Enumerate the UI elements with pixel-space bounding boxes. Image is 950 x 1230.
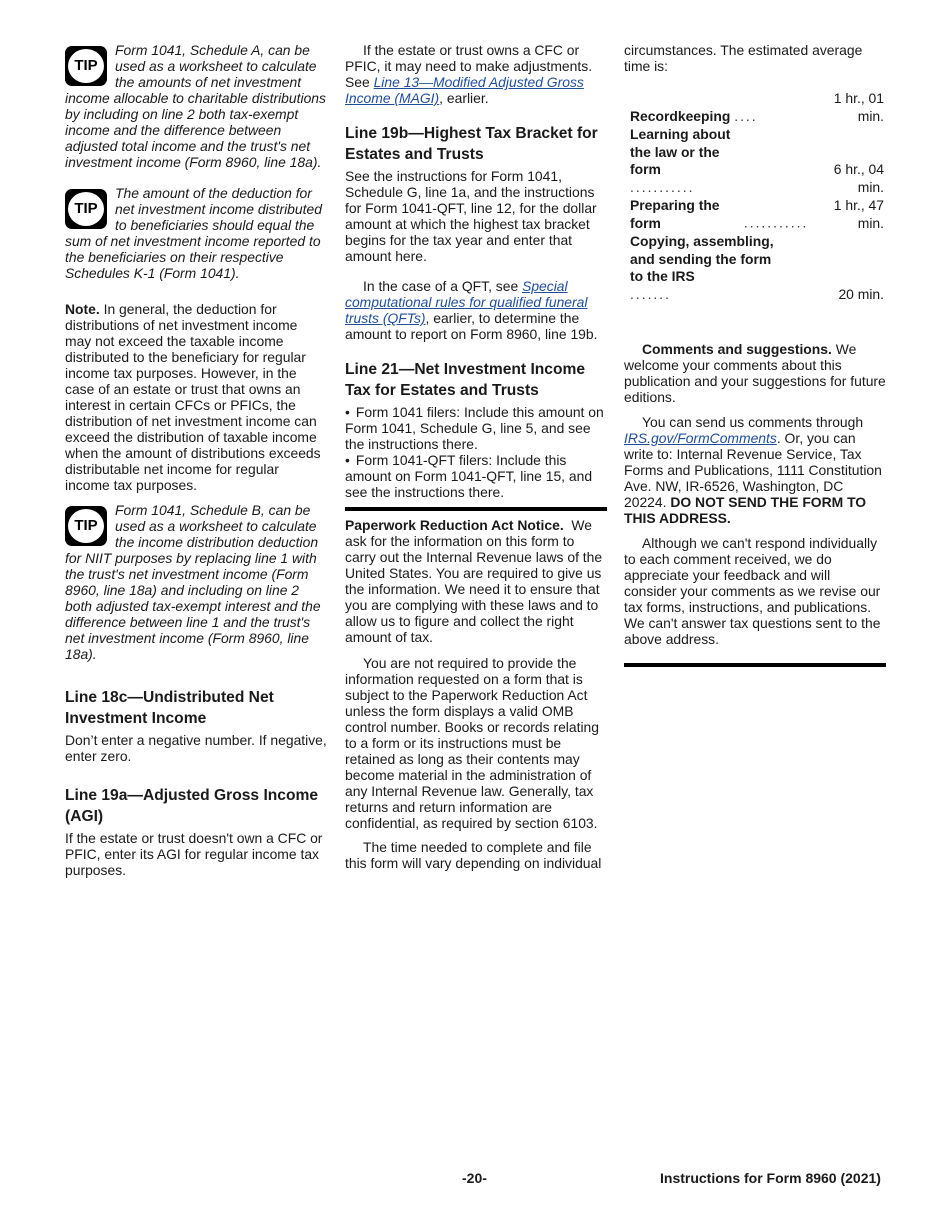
note-label: Note. — [65, 301, 100, 317]
circumstances-paragraph: circumstances. The estimated average time is: — [624, 42, 863, 74]
tip-schedule-b — [65, 502, 327, 662]
tip-schedule-b-text: Form 1041, Schedule B, can be used as a worksheet to calculate the income distribution deduction for NIIT purposes by replacing line 1 with the trust's net investment income (Form 8960, line 18a) and including on line 2 both adjusted tax-exempt interest and the difference between line 1 and the trust's net investment income (Form 8960, line 18a). — [65, 502, 321, 662]
form-comments-link[interactable]: IRS.gov/FormComments — [624, 430, 777, 446]
bullet-form-1041-qft: • Form 1041-QFT filers: Include this amount on Form 1041-QFT, line 15, and see the instructions there. — [345, 452, 607, 500]
time-estimate-table — [630, 90, 884, 303]
do-not-send-warning: DO NOT SEND THE FORM TO THIS ADDRESS. — [624, 494, 867, 526]
qft-paragraph: In the case of a QFT, see Special computational rules for qualified funeral trusts (QFTs), earlier, to determine the amount to report on Form 8960, line 19b. — [345, 278, 598, 342]
not-required-paragraph: You are not required to provide the information requested on a form that is subject to the Paperwork Reduction Act unless the form displays a valid OMB control number. Books or records relating to a form or its instructions must be retained as long as their contents may become material in the administration of any Internal Revenue law. Generally, tax returns and return information are confidential, as required by section 6103. — [345, 655, 600, 831]
qft-rules-link[interactable]: Special computational rules for qualified funeral trusts (QFTs) — [345, 278, 588, 326]
tip-schedule-a-text: Form 1041, Schedule A, can be used as a worksheet to calculate the amounts of net investment income allocable to charitable distributions by including on line 2 both tax-exempt income and the difference between adjusted total income and the trust's net investment income (Form 8960, line 18a). — [65, 42, 326, 170]
line-13-link[interactable]: Line 13—Modified Adjusted Gross Income (MAGI) — [345, 74, 584, 106]
note-paragraph — [65, 301, 327, 493]
tip-icon: TIP — [65, 506, 107, 546]
time-row-preparing: Preparing the form ........... 1 hr., 47 min. — [630, 197, 884, 231]
paragraph-line-18c: Don’t enter a negative number. If negative, enter zero. — [65, 732, 327, 764]
send-comments-paragraph: You can send us comments through IRS.gov/FormComments. Or, you can write to: Internal Revenue Service, Tax Forms and Publications, 1111 Constitution Ave. NW, IR-6526, Washington, DC 20224. DO NOT SEND THE FORM TO THIS ADDRESS. — [624, 414, 882, 526]
page-number: -20- — [462, 1170, 487, 1186]
tip-schedule-a — [65, 42, 327, 170]
paragraph-line-19a: If the estate or trust doesn't own a CFC or PFIC, enter its AGI for regular income tax purposes. — [65, 830, 323, 878]
paragraph-line-19b: See the instructions for Form 1041, Schedule G, line 1a, and the instructions for Form 1041-QFT, line 12, for the dollar amount at which the highest tax bracket begins for the tax year and enter that amount here. — [345, 168, 597, 264]
bullet-form-1041: • Form 1041 filers: Include this amount on Form 1041, Schedule G, line 5, and see the instructions there. — [345, 404, 607, 452]
tip-deduction — [65, 185, 327, 281]
paperwork-label: Paperwork Reduction Act Notice. — [345, 517, 564, 533]
time-row-learning: Learning about the law or the form ........... 6 hr., 04 min. — [630, 126, 884, 195]
column-1 — [65, 42, 327, 878]
tip-icon: TIP — [65, 189, 107, 229]
tip-icon: TIP — [65, 46, 107, 86]
note-text: In general, the deduction for distributions of net investment income may not exceed the taxable income distributed to the beneficiary for regular income tax purposes. However, in the case of an estate or trust that owns an interest in certain CFCs or PFICs, the distribution of net investment income can exceed the distribution of taxable income when the amount of distributions exceeds distributable net income for regular income tax purposes. — [65, 301, 321, 493]
although-paragraph: Although we can't respond individually to each comment received, we do appreciate your feedback and will consider your comments as we revise our tax forms, instructions, and publications. We can't answer tax questions sent to the above address. — [624, 535, 881, 647]
heading-line-18c: Line 18c—Undistributed Net Investment Income — [65, 689, 274, 727]
tip-deduction-text: The amount of the deduction for net investment income distributed to beneficiaries should equal the sum of net investment income reported to the beneficiaries on their respective Schedules K-1 (Form 1041). — [65, 185, 322, 281]
section-divider — [345, 507, 607, 511]
comments-label: Comments and suggestions. — [642, 341, 832, 357]
end-divider — [624, 663, 886, 667]
paperwork-notice-paragraph: Paperwork Reduction Act Notice. We ask for the information on this form to carry out the Internal Revenue laws of the United States. You are required to give us the information. We need it to ensure that you are complying with these laws and to allow us to figure and collect the right amount of tax. — [345, 517, 603, 645]
time-row-recordkeeping: Recordkeeping .... 1 hr., 01 min. — [630, 90, 884, 124]
heading-line-21: Line 21—Net Investment Income Tax for Estates and Trusts — [345, 361, 586, 399]
cfc-paragraph: If the estate or trust owns a CFC or PFIC, it may need to make adjustments. See Line 13—Modified Adjusted Gross Income (MAGI), earlier. — [345, 42, 593, 106]
time-needed-paragraph: The time needed to complete and file this form will vary depending on individual — [345, 839, 602, 871]
heading-line-19b: Line 19b—Highest Tax Bracket for Estates and Trusts — [345, 125, 598, 163]
column-2 — [345, 42, 607, 871]
comments-paragraph: Comments and suggestions. We welcome your comments about this publication and your suggestions for future editions. — [624, 341, 886, 405]
time-row-copying: Copying, assembling, and sending the form to the IRS ....... 20 min. — [630, 233, 884, 302]
column-3 — [624, 42, 886, 667]
document-title: Instructions for Form 8960 (2021) — [660, 1170, 881, 1186]
heading-line-19a: Line 19a—Adjusted Gross Income (AGI) — [65, 787, 319, 825]
